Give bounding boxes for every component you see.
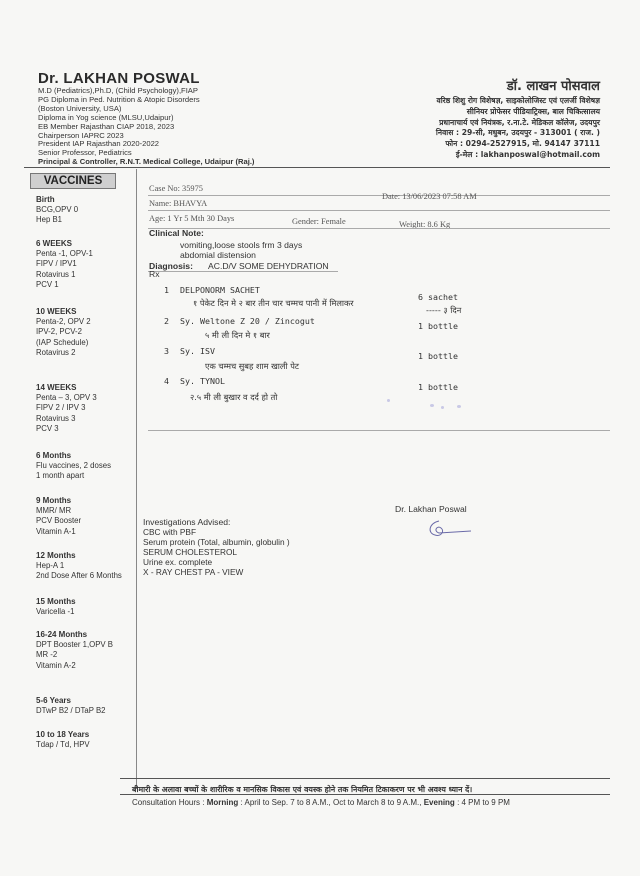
medicine-name: Sy. ISV <box>180 346 215 356</box>
hindi-address: निवास : 29-सी, मधुबन, उदयपुर - 313001 ( राज. ) <box>435 128 600 138</box>
medicine-quantity: 1 bottle <box>418 351 458 361</box>
divider <box>148 228 610 229</box>
hindi-line: वरिष्ठ शिशु रोग विशेषज्ञ, साइकोलोजिस्ट एवं एलर्जी विशेषज्ञ <box>436 96 600 105</box>
position-line: Principal & Controller, R.N.T. Medical College, Udaipur (Raj.) <box>38 157 255 167</box>
vaccine-group-heading: 16-24 Months <box>36 630 88 639</box>
vaccine-item: Hep B1 <box>36 215 63 225</box>
diagnosis-label: Diagnosis: <box>149 261 193 271</box>
vaccine-item: Penta-2, OPV 2 <box>36 317 91 327</box>
qualifications <box>38 87 288 167</box>
diagnosis-value: AC.D/V SOME DEHYDRATION <box>208 261 329 271</box>
investigations-label: Investigations Advised: <box>143 517 231 527</box>
qualification-line: Diploma in Yog science (MLSU,Udaipur) <box>38 112 174 122</box>
case-date: Date: 13/06/2023 07:58 AM <box>382 192 477 201</box>
hours-label: Consultation Hours : <box>132 798 205 807</box>
medicine-number: 2 <box>164 316 169 326</box>
header-divider <box>24 167 610 168</box>
consultation-hours <box>132 798 510 807</box>
patient-age: Age: 1 Yr 5 Mth 30 Days <box>149 214 235 223</box>
vaccine-group-heading: 6 Months <box>36 451 72 460</box>
vaccine-group <box>36 696 105 716</box>
vaccine-item: Tdap / Td, HPV <box>36 740 90 750</box>
hindi-line: सीनियर प्रोफेसर पीडियाट्रिक्स, बाल चिकित्सालय <box>466 106 600 116</box>
morning-hours: : April to Sep. 7 to 8 A.M., Oct to March 8 to 9 A.M., <box>240 798 422 807</box>
vaccine-sidebar <box>24 169 137 789</box>
vaccines-title: VACCINES <box>30 173 116 189</box>
hindi-email: ई-मेल : lakhanposwal@hotmail.com <box>455 149 600 159</box>
investigation-item: Serum protein (Total, albumin, globulin ) <box>143 537 290 547</box>
medicine-dose: ५ मी ली दिन मे १ बार <box>205 330 270 340</box>
investigation-item: SERUM CHOLESTEROL <box>143 547 238 557</box>
medicine-name: Sy. Weltone Z 20 / Zincogut <box>180 316 315 326</box>
vaccine-group <box>36 630 113 671</box>
medicine-name: DELPONORM SACHET <box>180 285 260 295</box>
vaccine-group-heading: 14 WEEKS <box>36 383 77 392</box>
vaccine-item: MMR/ MR <box>36 506 72 516</box>
vaccine-group-heading: 6 WEEKS <box>36 239 73 248</box>
vaccine-group-heading: 5-6 Years <box>36 696 71 705</box>
medicine-name: Sy. TYNOL <box>180 376 225 386</box>
vaccine-item: Varicella -1 <box>36 607 75 617</box>
medicine-dose: १ पेकेट दिन मे २ बार तीन चार चम्मच पानी में मिलाकर <box>193 298 354 308</box>
vaccine-group <box>36 383 97 434</box>
qualification-line: (Boston University, USA) <box>38 103 122 113</box>
clinical-note-label: Clinical Note: <box>149 228 204 238</box>
ink-speck <box>387 399 390 402</box>
vaccine-group-heading: 9 Months <box>36 496 72 505</box>
vaccine-group <box>36 307 91 358</box>
footer-notice: बीमारी के अलावा बच्चों के शारीरिक व मानसिक विकास एवं वयस्क होने तक नियमित टिकाकरण पर भी अवश्य ध्यान दें। <box>132 785 473 794</box>
hindi-phone: फोन : 0294-2527915, मो. 94147 37111 <box>445 139 600 149</box>
qualification-line: Chairperson IAPRC 2023 <box>38 130 124 140</box>
prescription-end-divider <box>148 430 610 431</box>
vaccine-item: PCV 3 <box>36 423 59 433</box>
vaccine-group <box>36 496 81 537</box>
clinical-note: abdomial distension <box>180 250 256 260</box>
clinical-note: vomiting,loose stools frm 3 days <box>180 240 303 250</box>
medicine-number: 1 <box>164 285 169 295</box>
vaccine-item: Penta -1, OPV-1 <box>36 249 93 259</box>
footer-divider <box>120 794 610 795</box>
ink-speck <box>457 405 461 408</box>
medicine-quantity: 1 bottle <box>418 321 458 331</box>
vaccine-item: MR -2 <box>36 650 58 660</box>
vaccine-item: PCV Booster <box>36 516 82 526</box>
evening-label: Evening <box>423 798 455 807</box>
vaccine-item: PCV 1 <box>36 279 59 289</box>
patient-name: Name: BHAVYA <box>149 199 208 208</box>
vaccine-group <box>36 597 76 617</box>
medicine-quantity: 6 sachet <box>418 292 458 302</box>
divider <box>148 210 610 211</box>
medicine-dose: २.५ मी ली बुखार व दर्द हो तो <box>190 392 278 402</box>
vaccine-item: 2nd Dose After 6 Months <box>36 571 122 581</box>
vaccine-item: IPV-2, PCV-2 <box>36 327 82 337</box>
qualification-line: M.D (Pediatrics),Ph.D, (Child Psychology),FIAP <box>38 86 198 95</box>
vaccine-item: Hep-A 1 <box>36 561 65 571</box>
vaccine-group-heading: 10 to 18 Years <box>36 730 90 739</box>
vaccine-group-heading: 10 WEEKS <box>36 307 77 316</box>
patient-weight: Weight: 8.6 Kg <box>399 220 451 229</box>
vaccine-item: 1 month apart <box>36 471 85 481</box>
vaccine-item: Vitamin A-1 <box>36 526 76 536</box>
vaccine-group <box>36 451 111 482</box>
case-number: Case No: 35975 <box>149 184 203 193</box>
vaccine-item: Rotavirus 3 <box>36 413 76 423</box>
divider <box>148 271 338 272</box>
ink-speck <box>430 404 434 407</box>
hindi-line: प्रधानाचार्य एवं नियंत्रक, र.ना.टे. मेडिकल कॉलेज, उदयपुर <box>439 117 600 127</box>
qualification-line: PG Diploma in Ped. Nutrition & Atopic Disorders <box>38 94 200 104</box>
signature-name: Dr. Lakhan Poswal <box>395 504 467 514</box>
medicine-number: 3 <box>164 346 169 356</box>
footer-divider <box>120 778 610 779</box>
vaccine-item: Flu vaccines, 2 doses <box>36 461 111 471</box>
signature-scribble <box>425 517 475 541</box>
qualification-line: EB Member Rajasthan CIAP 2018, 2023 <box>38 121 175 131</box>
vaccine-group <box>36 195 78 226</box>
vaccine-group-heading: Birth <box>36 195 55 204</box>
vaccine-group <box>36 239 93 290</box>
qualification-line: President IAP Rajasthan 2020-2022 <box>38 139 160 149</box>
medicine-quantity: 1 bottle <box>418 382 458 392</box>
investigation-item: Urine ex. complete <box>143 557 213 567</box>
vaccine-item: Rotavirus 2 <box>36 347 76 357</box>
vaccine-item: FIPV / IPV1 <box>36 259 77 269</box>
investigation-item: X - RAY CHEST PA - VIEW <box>143 567 244 577</box>
vaccine-item: Penta – 3, OPV 3 <box>36 393 97 403</box>
doctor-name: Dr. LAKHAN POSWAL <box>38 70 200 87</box>
doctor-name-hindi: डॉ. लाखन पोसवाल <box>506 79 600 94</box>
vaccine-item: Vitamin A-2 <box>36 660 76 670</box>
vaccine-item: BCG,OPV 0 <box>36 205 79 215</box>
vaccine-group-heading: 15 Months <box>36 597 76 606</box>
evening-hours: : 4 PM to 9 PM <box>457 798 510 807</box>
qualification-line: Senior Professor, Pediatrics <box>38 148 132 158</box>
vaccine-group-heading: 12 Months <box>36 551 76 560</box>
morning-label: Morning <box>206 798 239 807</box>
vaccine-group <box>36 730 90 750</box>
vaccine-item: DPT Booster 1,OPV B <box>36 640 113 650</box>
ink-speck <box>441 406 444 409</box>
vaccine-item: (IAP Schedule) <box>36 337 89 347</box>
rx-symbol: Rx <box>149 269 160 279</box>
medicine-number: 4 <box>164 376 169 386</box>
investigation-item: CBC with PBF <box>143 527 197 537</box>
hindi-letterhead <box>436 76 600 161</box>
vaccine-group <box>36 551 122 582</box>
vaccine-item: DTwP B2 / DTaP B2 <box>36 706 106 716</box>
divider <box>148 195 610 196</box>
medicine-duration: ----- ३ दिन <box>426 305 462 315</box>
medicine-dose: एक चम्मच सुबह शाम खाली पेट <box>205 361 299 371</box>
vaccine-item: FIPV 2 / IPV 3 <box>36 403 86 413</box>
vaccine-item: Rotavirus 1 <box>36 269 76 279</box>
patient-gender: Gender: Female <box>292 217 346 226</box>
